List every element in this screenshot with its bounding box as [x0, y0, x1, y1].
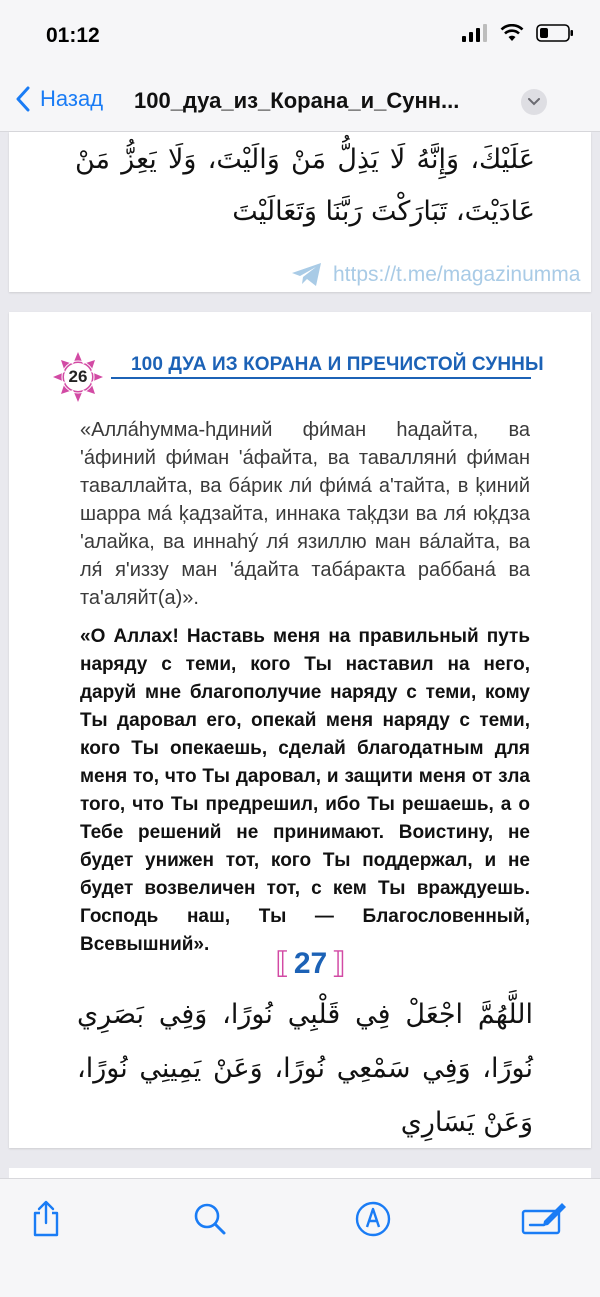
translation-text: «О Аллах! Наставь меня на правильный путь наряду с теми, кого Ты наставил на него, даруй мне благополучие наряду с теми, кому Ты даровал его, опекай меня наряду с теми, кого Ты опекаешь, сделай благодатным для меня то, что Ты даровал, и защити меня от зла того, что Ты предрешил, ибо Ты решаешь, а о Тебе решений не принимают. Воистину, не будет унижен тот, кого Ты поддержал, и не будет возвеличен тот, с кем Ты враждуешь. Господь наш, Ты — Благословенный, Всевышний». [80, 626, 530, 955]
status-bar [0, 0, 600, 72]
search-button[interactable] [190, 1199, 230, 1239]
bracket-right-icon: ⟧ [331, 946, 347, 981]
share-button[interactable] [26, 1199, 66, 1239]
transliteration-text: «Аллáhумма-hдиний фи́ман hадайта, ва 'áфиний фи́ман 'áфайта, ва тавалляни́ фи́ман таваллайта, ва бáрик ли́ фи́мá а'тайта, в ķиний шарра мá ķадзайта, иннака таķдзи ва ля́ юķдза 'алайка, ва иннаhý ля́ язиллю ман вáлайта, ва ля́ я'иззу ман 'áдайта табáракта раббанá ва та'аляйт(а)». [80, 419, 530, 609]
pdf-page [9, 132, 591, 292]
back-button[interactable] [16, 86, 103, 112]
annotate-button[interactable] [520, 1199, 568, 1239]
next-dua-number [275, 946, 346, 981]
pdf-page [9, 312, 591, 1148]
title-menu-button[interactable] [521, 89, 547, 115]
dua-number-badge [53, 352, 103, 402]
bottom-toolbar [0, 1178, 600, 1297]
telegram-link[interactable]: https://t.me/magazinumma [333, 263, 581, 286]
header-underline [111, 377, 531, 379]
wifi-icon [500, 24, 524, 42]
markup-button[interactable] [353, 1199, 393, 1239]
dua-number: 26 [68, 367, 88, 386]
status-indicators [462, 24, 574, 42]
navigation-bar [0, 72, 600, 132]
back-label: Назад [40, 86, 104, 111]
chevron-down-icon [528, 98, 540, 106]
battery-icon [536, 24, 574, 42]
document-title[interactable]: 100_дуа_из_Корана_и_Сунн... [134, 88, 460, 113]
signal-icon [462, 24, 488, 42]
share-icon [26, 1199, 66, 1239]
telegram-link-row [291, 262, 580, 288]
annotate-icon [520, 1199, 568, 1239]
search-icon [190, 1199, 230, 1239]
arabic-text: اللَّهُمَّ اجْعَلْ فِي قَلْبِي نُورًا، وَفِي بَصَرِي نُورًا، وَفِي سَمْعِي نُورًا، وَعَنْ يَمِينِي نُورًا، وَعَنْ يَسَارِي [77, 999, 533, 1138]
telegram-icon [291, 262, 323, 288]
markup-pen-icon [353, 1199, 393, 1239]
status-time: 01:12 [46, 24, 100, 47]
bracket-left-icon: ⟦ [275, 946, 290, 981]
arabic-text: عَلَيْكَ، وَإِنَّهُ لَا يَذِلُّ مَنْ وَالَيْتَ، وَلَا يَعِزُّ مَنْ عَادَيْتَ، تَبَارَكْتَ رَبَّنَا وَتَعَالَيْتَ [75, 144, 535, 227]
chevron-left-icon [16, 86, 30, 112]
next-dua-number-value: 27 [293, 946, 328, 980]
book-header-title: 100 ДУА ИЗ КОРАНА И ПРЕЧИСТОЙ СУННЫ [131, 354, 544, 375]
